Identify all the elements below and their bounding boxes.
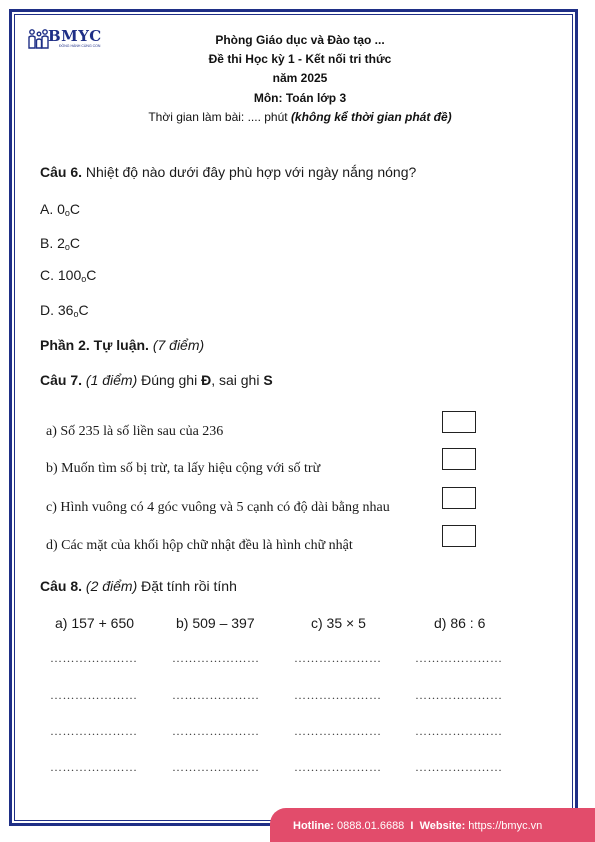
statement-a: a) Số 235 là số liền sau của 236 <box>46 424 224 439</box>
problem-d: d) 86 : 6 <box>434 615 486 631</box>
option-d-value: D. 36 <box>40 302 74 318</box>
answer-line[interactable]: ………………… <box>294 724 382 738</box>
question-8-points: (2 điểm) <box>82 578 138 594</box>
header-subject: Môn: Toán lớp 3 <box>253 91 347 105</box>
question-8 <box>40 578 237 594</box>
hotline-label: Hotline: <box>293 820 334 832</box>
answer-line[interactable]: ………………… <box>50 651 138 665</box>
logo-text: BMYC <box>48 27 102 45</box>
option-d-unit: C <box>78 302 89 318</box>
option-c-unit: C <box>86 267 97 283</box>
problem-c: c) 35 × 5 <box>311 615 366 631</box>
question-8-label: Câu 8. <box>40 578 83 594</box>
footer-contact <box>293 820 542 832</box>
question-7-points: (1 điểm) <box>82 372 138 388</box>
answer-line[interactable]: ………………… <box>172 688 260 702</box>
logo-tagline: ĐỒNG HÀNH CÙNG CON <box>59 44 101 48</box>
option-a <box>40 201 80 217</box>
header-year: năm 2025 <box>272 71 328 85</box>
answer-line[interactable]: ………………… <box>50 724 138 738</box>
question-7-false-mark: S <box>263 372 273 388</box>
answer-line[interactable]: ………………… <box>294 760 382 774</box>
answer-line[interactable]: ………………… <box>415 651 503 665</box>
option-b <box>40 235 80 251</box>
answer-line[interactable]: ………………… <box>172 760 260 774</box>
answer-line[interactable]: ………………… <box>415 724 503 738</box>
question-6 <box>40 164 416 180</box>
statement-d: d) Các mặt của khối hộp chữ nhật đều là hình chữ nhật <box>46 538 353 553</box>
question-7-instr-b: , sai ghi <box>211 372 264 388</box>
option-b-value: B. 2 <box>40 235 65 251</box>
answer-box-d[interactable] <box>442 525 476 547</box>
degree-sign: o <box>64 208 70 218</box>
option-c-value: C. 100 <box>40 267 82 283</box>
part-2-points: (7 điểm) <box>148 337 205 353</box>
statement-b: b) Muốn tìm số bị trừ, ta lấy hiệu cộng với số trừ <box>46 461 321 476</box>
question-7-true-mark: Đ <box>201 372 212 388</box>
website-label: Website: <box>419 820 466 832</box>
header-time <box>100 110 500 124</box>
degree-sign: o <box>73 309 79 319</box>
option-a-unit: C <box>69 201 81 217</box>
answer-line[interactable]: ………………… <box>50 688 138 702</box>
answer-line[interactable]: ………………… <box>294 651 382 665</box>
time-note: (không kể thời gian phát đề) <box>290 110 452 124</box>
footer-separator: I <box>404 820 420 832</box>
question-6-label: Câu 6. <box>40 164 83 180</box>
answer-box-a[interactable] <box>442 411 476 433</box>
header-department: Phòng Giáo dục và Đào tạo ... <box>215 33 385 47</box>
degree-sign: o <box>64 242 70 252</box>
option-a-value: A. 0 <box>40 201 65 217</box>
answer-line[interactable]: ………………… <box>50 760 138 774</box>
statement-c: c) Hình vuông có 4 góc vuông và 5 cạnh có độ dài bằng nhau <box>46 500 390 515</box>
answer-line[interactable]: ………………… <box>415 760 503 774</box>
header-exam-title: Đề thi Học kỳ 1 - Kết nối tri thức <box>208 52 392 66</box>
part-2-heading <box>40 337 204 353</box>
option-b-unit: C <box>69 235 81 251</box>
option-d <box>40 302 89 318</box>
website-link[interactable]: https://bmyc.vn <box>465 820 543 832</box>
question-7 <box>40 372 273 388</box>
time-prefix: Thời gian làm bài: .... phút <box>148 110 291 124</box>
question-7-label: Câu 7. <box>40 372 83 388</box>
answer-box-b[interactable] <box>442 448 476 470</box>
degree-sign: o <box>81 274 87 284</box>
option-c <box>40 267 96 283</box>
answer-line[interactable]: ………………… <box>172 651 260 665</box>
question-8-text: Đặt tính rồi tính <box>137 578 237 594</box>
answer-line[interactable]: ………………… <box>294 688 382 702</box>
question-7-instr-a: Đúng ghi <box>137 372 202 388</box>
answer-box-c[interactable] <box>442 487 476 509</box>
problem-b: b) 509 – 397 <box>176 615 255 631</box>
question-6-text: Nhiệt độ nào dưới đây phù hợp với ngày nắng nóng? <box>82 164 417 180</box>
problem-a: a) 157 + 650 <box>55 615 135 631</box>
part-2-label: Phần 2. Tự luận. <box>40 337 149 353</box>
answer-line[interactable]: ………………… <box>415 688 503 702</box>
hotline-number[interactable]: 0888.01.6688 <box>333 820 405 832</box>
answer-line[interactable]: ………………… <box>172 724 260 738</box>
